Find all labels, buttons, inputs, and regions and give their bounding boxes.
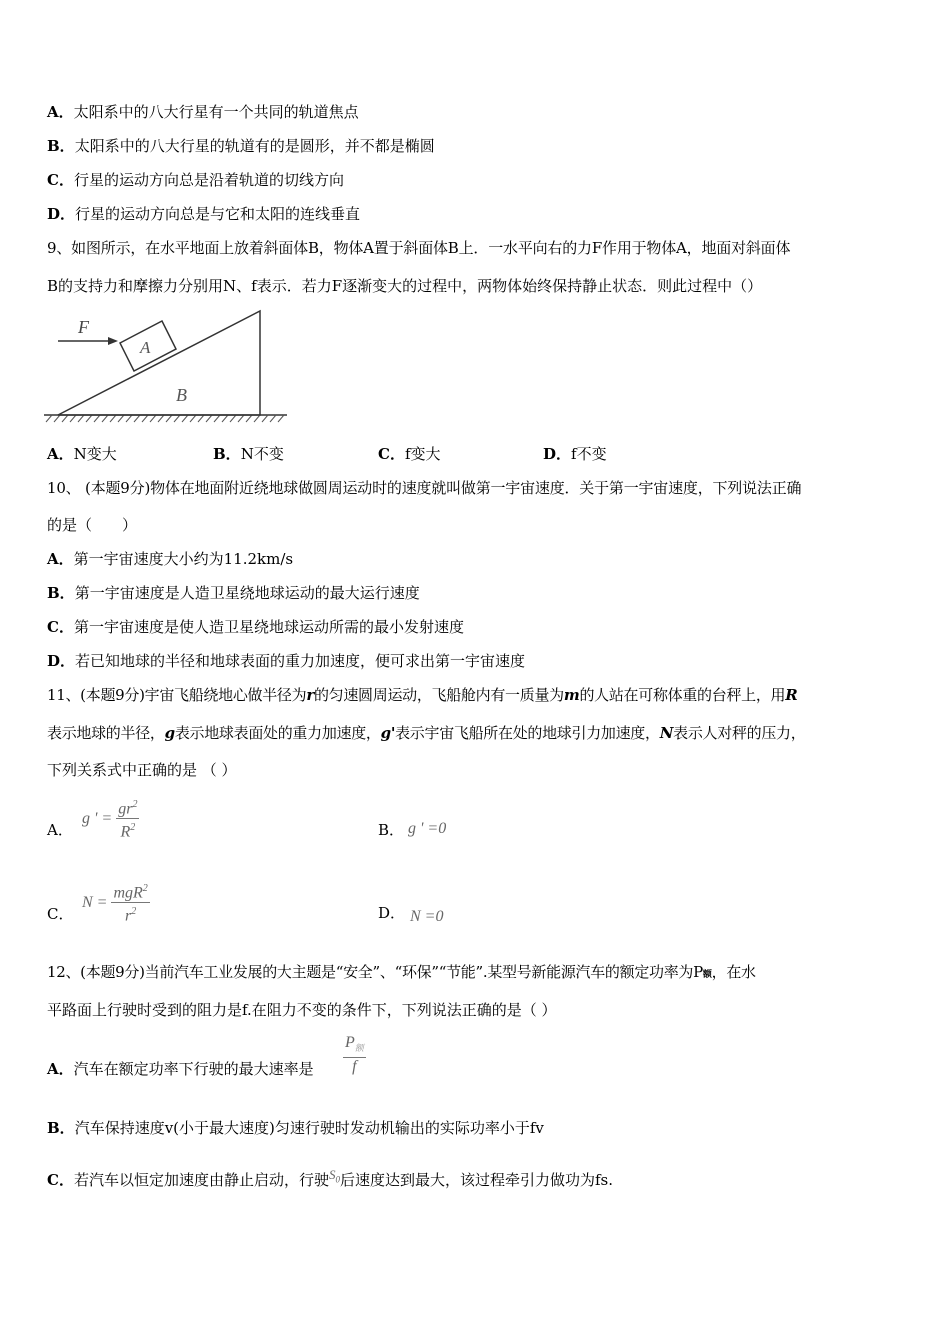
symbol-subscript: 0 xyxy=(335,1174,340,1185)
q8-option-a xyxy=(47,102,359,122)
formula-lhs: g ' = xyxy=(82,809,113,827)
option-letter: B． xyxy=(47,1119,75,1137)
q12-option-a xyxy=(47,1059,314,1079)
q12-option-b xyxy=(47,1118,544,1138)
incline-figure xyxy=(44,305,290,427)
option-letter: A． xyxy=(47,1060,74,1078)
option-text: f不变 xyxy=(571,445,607,463)
option-letter: B． xyxy=(213,445,241,463)
option-letter: D． xyxy=(47,652,76,670)
q10-stem-line1: 10、 (本题9分)物体在地面附近绕地球做圆周运动时的速度就叫做第一宇宙速度．关于第一宇宙速度，下列说法正确 xyxy=(47,479,802,497)
q12-text: 12、(本题9分)当前汽车工业发展的大主题是“安全”、“环保”“节能”.某型号新能源汽车的额定功率为P xyxy=(47,963,703,981)
denominator-base: r xyxy=(125,907,132,925)
q11-text: 表示宇宙飞船所在处的地球引力加速度， xyxy=(395,724,660,742)
option-letter: A． xyxy=(47,550,74,568)
numerator-exponent: 2 xyxy=(132,799,138,810)
fraction-denominator xyxy=(116,819,139,841)
option-letter: C． xyxy=(47,171,74,189)
q12-option-c xyxy=(47,1165,613,1190)
numerator-subscript: 额 xyxy=(354,1043,364,1054)
q11-option-b-letter: B． xyxy=(378,821,405,839)
var-R: R xyxy=(785,686,798,704)
q11-stem-line3: 下列关系式中正确的是 （ ） xyxy=(47,761,237,779)
force-arrow-head xyxy=(108,337,118,345)
q8-option-c xyxy=(47,170,344,190)
option-letter: C． xyxy=(378,445,405,463)
q11-option-a-letter: A． xyxy=(47,821,73,839)
q11-text: 的人站在可称体重的台秤上，用 xyxy=(579,686,786,704)
ground-hatching xyxy=(46,415,284,422)
q11-text: 表示地球表面处的重力加速度， xyxy=(174,724,381,742)
fraction xyxy=(111,880,149,926)
q8-option-b xyxy=(47,136,435,156)
option-text: 太阳系中的八大行星有一个共同的轨道焦点 xyxy=(73,103,359,121)
q11-option-a-formula xyxy=(82,796,139,842)
fraction-numerator xyxy=(116,796,139,819)
q11-option-d-formula: N =0 xyxy=(410,908,444,925)
option-letter: D． xyxy=(47,205,76,223)
symbol-base: S xyxy=(328,1167,336,1182)
option-text: 太阳系中的八大行星的轨道有的是圆形，并不都是椭圆 xyxy=(74,137,435,155)
option-letter: A． xyxy=(47,445,74,463)
q8-option-d xyxy=(47,204,360,224)
q9-option-a xyxy=(47,444,117,464)
q11-stem-line1 xyxy=(47,685,797,705)
fraction-denominator: f xyxy=(352,1058,357,1076)
q10-stem-line2: 的是（ ） xyxy=(47,516,138,534)
option-text: 行星的运动方向总是沿着轨道的切线方向 xyxy=(73,171,344,189)
q11-text: 的匀速圆周运动，飞船舱内有一质量为 xyxy=(313,686,564,704)
q11-text: 表示地球的半径， xyxy=(47,724,165,742)
option-text: f变大 xyxy=(404,445,441,463)
option-text: 若汽车以恒定加速度由静止启动，行驶 xyxy=(73,1171,329,1189)
q12-text: ，在水 xyxy=(711,963,756,981)
subscript-rated: 额 xyxy=(702,970,712,980)
option-text: 若已知地球的半径和地球表面的重力加速度，便可求出第一宇宙速度 xyxy=(75,652,526,670)
q11-option-c-formula xyxy=(82,880,150,926)
option-letter: B． xyxy=(47,137,75,155)
option-letter: C． xyxy=(47,1171,74,1189)
q10-option-c xyxy=(47,617,464,637)
fraction xyxy=(343,1034,366,1076)
var-N: N xyxy=(659,724,674,742)
q11-option-c-letter: C． xyxy=(47,905,74,923)
option-text: 第一宇宙速度大小约为11.2km/s xyxy=(73,550,294,568)
symbol-s0 xyxy=(328,1167,340,1185)
option-text: N变大 xyxy=(73,445,117,463)
fraction-denominator xyxy=(111,903,149,925)
fraction xyxy=(116,796,139,842)
var-g: g xyxy=(164,724,175,742)
q9-option-c xyxy=(378,444,441,464)
option-letter: C． xyxy=(47,618,74,636)
var-m: m xyxy=(563,686,580,704)
force-label: F xyxy=(78,317,89,337)
fraction-numerator xyxy=(111,880,149,903)
q9-option-d xyxy=(543,444,607,464)
fraction-numerator xyxy=(343,1034,366,1058)
q10-option-d xyxy=(47,651,525,671)
q9-option-b xyxy=(213,444,284,464)
option-letter: B． xyxy=(47,584,75,602)
q10-option-a xyxy=(47,549,293,569)
option-text: 第一宇宙速度是使人造卫星绕地球运动所需的最小发射速度 xyxy=(73,618,464,636)
q11-text: 11、(本题9分)宇宙飞船绕地心做半径为 xyxy=(47,686,307,704)
denominator-base: R xyxy=(120,823,131,841)
q11-text: 表示人对秤的压力， xyxy=(673,724,806,742)
formula-lhs: N = xyxy=(82,893,108,911)
numerator-base: gr xyxy=(118,800,133,818)
q12-stem-line1 xyxy=(47,962,756,985)
q12-stem-line2: 平路面上行驶时受到的阻力是f.在阻力不变的条件下，下列说法正确的是（ ） xyxy=(47,1001,557,1019)
denominator-exponent: 2 xyxy=(130,822,136,834)
option-text: N不变 xyxy=(240,445,284,463)
denominator-exponent: 2 xyxy=(131,906,137,918)
block-label: A xyxy=(140,338,151,357)
option-text: 行星的运动方向总是与它和太阳的连线垂直 xyxy=(75,205,361,223)
option-text: 汽车保持速度v(小于最大速度)匀速行驶时发动机输出的实际功率小于fv xyxy=(74,1119,544,1137)
option-letter: D． xyxy=(543,445,572,463)
numerator-exponent: 2 xyxy=(142,883,148,894)
q10-option-b xyxy=(47,583,420,603)
option-text: 第一宇宙速度是人造卫星绕地球运动的最大运行速度 xyxy=(74,584,420,602)
q9-stem-line2: B的支持力和摩擦力分别用N、f表示．若力F逐渐变大的过程中，两物体始终保持静止状态．则此过程中（） xyxy=(47,277,763,295)
var-gprime: g' xyxy=(380,724,396,742)
q11-option-d-letter: D． xyxy=(378,904,406,922)
q11-option-b-formula: g ' =0 xyxy=(408,820,447,837)
q11-stem-line2 xyxy=(47,723,805,743)
q12-option-a-formula xyxy=(343,1034,366,1076)
var-r: r xyxy=(306,686,314,704)
numerator-base: mgR xyxy=(113,884,143,902)
option-text: 汽车在额定功率下行驶的最大速率是 xyxy=(73,1060,314,1078)
numerator-base: P xyxy=(345,1034,355,1051)
option-letter: A． xyxy=(47,103,74,121)
q9-stem-line1: 9、如图所示，在水平地面上放着斜面体B，物体A置于斜面体B上．一水平向右的力F作用于物体A，地面对斜面体 xyxy=(47,239,791,257)
option-text: 后速度达到最大，该过程牵引力做功为fs. xyxy=(339,1171,613,1189)
wedge-label: B xyxy=(176,385,187,405)
